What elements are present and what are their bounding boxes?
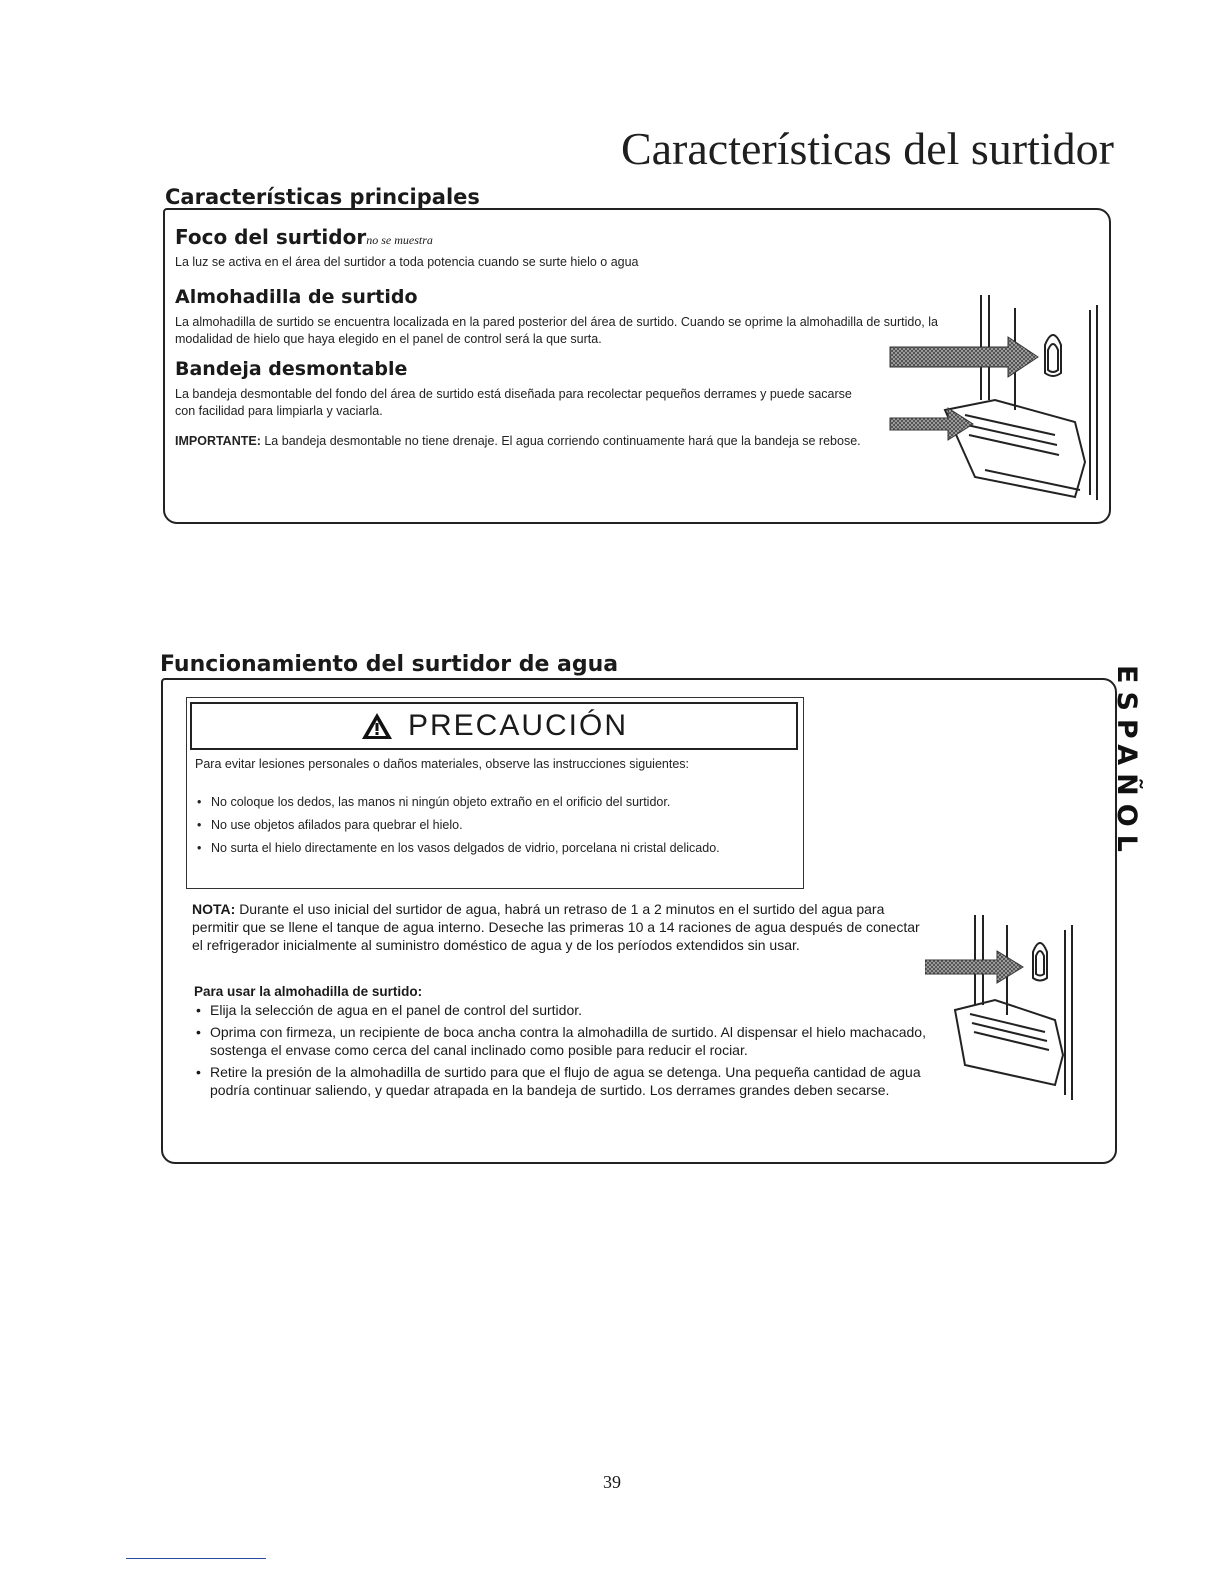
page-number: 39 bbox=[603, 1472, 621, 1492]
section-heading-water-dispenser: Funcionamiento del surtidor de agua bbox=[160, 652, 619, 677]
feature-title-dispenser-pad: Almohadilla de surtido bbox=[175, 286, 418, 308]
important-text: La bandeja desmontable no tiene drenaje. El agua corriendo continuamente hará que la bandeja se rebose. bbox=[264, 434, 861, 448]
caution-item: • No coloque los dedos, las manos ni ningún objeto extraño en el orificio del surtidor. bbox=[195, 794, 790, 811]
dispenser-illustration bbox=[885, 290, 1105, 500]
step-item: • Elija la selección de agua en el panel de control del surtidor. bbox=[194, 1001, 934, 1019]
feature-title-text: Foco del surtidor bbox=[175, 225, 367, 249]
important-note bbox=[175, 433, 865, 450]
language-side-tab bbox=[1111, 665, 1142, 890]
water-dispenser-illustration bbox=[925, 910, 1085, 1100]
language-side-tab-text: ESPAÑOL bbox=[1111, 665, 1142, 860]
footer-divider bbox=[126, 1558, 266, 1559]
step-item: • Retire la presión de la almohadilla de surtido para que el flujo de agua se detenga. Una pequeña cantidad de agua podría continuar saliendo, y quedar atrapada en la bandeja de surtido. Los derrames grandes deben secarse. bbox=[194, 1063, 934, 1099]
note-text: Durante el uso inicial del surtidor de agua, habrá un retraso de 1 a 2 minutos en el surtido del agua para permitir que se llene el tanque de agua interno. Deseche las primeras 10 a 14 raciones de agua después de conectar el refrigerador inicialmente al suministro doméstico de agua y de los períodos extendidos sin usar. bbox=[192, 901, 920, 953]
important-label: IMPORTANTE: bbox=[175, 434, 261, 448]
page-title: Características del surtidor bbox=[620, 123, 1114, 174]
feature-title-removable-tray: Bandeja desmontable bbox=[175, 358, 408, 380]
caution-header bbox=[190, 702, 798, 750]
feature-text-dispenser-pad: La almohadilla de surtido se encuentra localizada en la pared posterior del área de surtido. Cuando se oprime la almohadilla de surtido, la modalidad de hielo que haya elegido en el panel de control será la que surta. bbox=[175, 315, 938, 346]
caution-item: • No surta el hielo directamente en los vasos delgados de vidrio, porcelana ni cristal delicado. bbox=[195, 840, 790, 857]
caution-list bbox=[195, 794, 790, 857]
caution-intro: Para evitar lesiones personales o daños materiales, observe las instrucciones siguientes: bbox=[195, 757, 690, 771]
feature-text-removable-tray: La bandeja desmontable del fondo del área de surtido está diseñada para recolectar pequeños derrames y puede sacarse con facilidad para limpiarla y vaciarla. bbox=[175, 387, 852, 418]
section-heading-main-features: Características principales bbox=[165, 185, 480, 209]
caution-title: PRECAUCIÓN bbox=[407, 709, 629, 742]
feature-note: no se muestra bbox=[366, 233, 433, 247]
steps-list bbox=[194, 1001, 934, 1099]
steps-heading: Para usar la almohadilla de surtido: bbox=[194, 984, 423, 999]
note-paragraph bbox=[192, 900, 932, 954]
step-item: • Oprima con firmeza, un recipiente de boca ancha contra la almohadilla de surtido. Al dispensar el hielo machacado, sostenga el envase como cerca del canal inclinado como posible para reducir el rociar. bbox=[194, 1023, 934, 1059]
caution-item: • No use objetos afilados para quebrar el hielo. bbox=[195, 817, 790, 834]
note-label: NOTA: bbox=[192, 901, 236, 917]
feature-title-dispenser-light bbox=[175, 225, 433, 249]
feature-text-dispenser-light: La luz se activa en el área del surtidor a toda potencia cuando se surte hielo o agua bbox=[175, 255, 639, 269]
warning-triangle-icon bbox=[360, 711, 394, 741]
